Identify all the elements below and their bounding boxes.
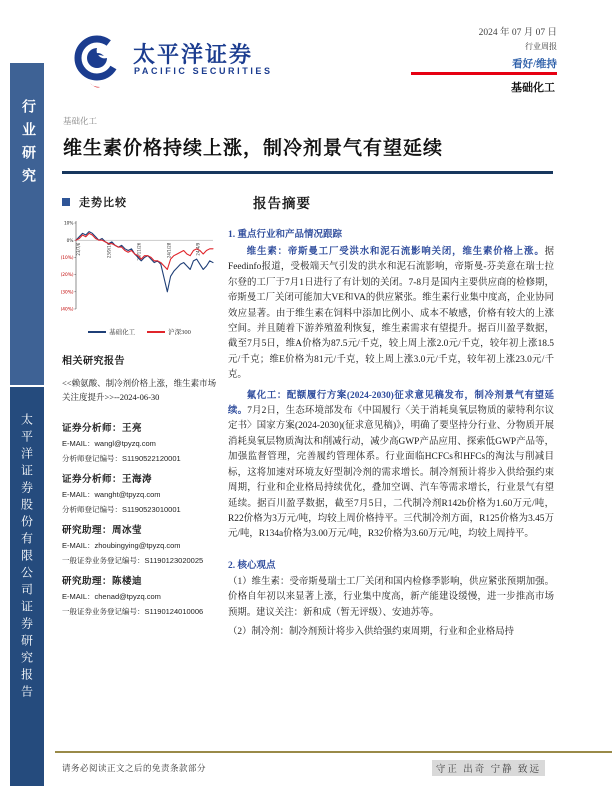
analyst-name: 研究助理：陈楼迪 — [62, 577, 143, 587]
paragraph-fluorine-lead: 氟化工：配额履行方案(2024-2030)征求意见稿发布，制冷剂景气有望延续。 — [228, 390, 554, 417]
analyst-name: 证券分析师：王亮 — [62, 424, 143, 434]
svg-text:24/1/28: 24/1/28 — [166, 242, 172, 259]
paragraph-fluorine-body: 7月2日，生态环境部发布《中国履行〈关于消耗臭氧层物质的蒙特利尔议定书〉国家方案(2024-2030)(征求意见稿)》，明确了要坚持分行业、分物质开展消耗臭氧层物质淘汰和削减行动，减少高GWP产品应用、探索低GWP产品等，加强监督管理，完善履约管理体系。行业面临HCFCs和HFCs的淘汰与削减目标，这将加速对环境友好型制冷剂的需求增长。制冷剂预计将步入供给强约束周期，行业和企业格局持续优化，叠加空调、汽车等需求增长，行业景气有望延续。据百川盈孚数据，截至7月5日，二代制冷剂R142b价格为1.60万元/吨，R22价格为3万元/吨，均较上周价格持平。三代制冷剂方面，R125价格为3.45万元/吨，R134a价格为3.00万元/吨，R32价格为3.60万元/吨，均较上周持平。 — [228, 406, 554, 540]
sidebar-top-label: 行业研究 — [20, 99, 35, 191]
pacific-securities-logo-icon — [64, 26, 128, 90]
svg-text:23/11/26: 23/11/26 — [136, 242, 142, 261]
trend-chart — [58, 218, 216, 320]
core-view-point-2: （2）制冷剂：制冷剂预计将步入供给强约束周期，行业和企业格局持 — [228, 626, 514, 637]
legend-swatch-industry — [88, 331, 106, 333]
footer-divider — [55, 751, 612, 753]
analyst-email: E-MAIL：wangl@tpyzq.com — [62, 439, 156, 448]
svg-text:23/7/6: 23/7/6 — [76, 242, 82, 256]
analyst-email: E-MAIL：wanght@tpyzq.com — [62, 490, 161, 499]
report-type: 行业周报 — [525, 42, 557, 51]
paragraph-vitamins-body: 据Feedinfo报道，受极端天气引发的洪水和泥石流影响，帝斯曼-芬美意在瑞士拉尔登的工厂于7月1日进行了有计划的关闭。7-8月是国内主要供应商的检修期，帝斯曼工厂关闭可能加大VE和VA的供应紧张。维生素行业集中度高，企业协同效应显著。由于维生素在饲料中添加比例小、成本不敏感，价格有较大的上涨空间。并且随着下游养殖盈利恢复，维生素需求有望提升。据百川盈孚数据，截至7月5日，维A价格为87.5元/千克，较上周上涨2.0元/千克，较年初上涨18.5元/千克；维E价格为81元/千克，较上周上涨3.0元/千克，较年初上涨23.0元/千克。 — [228, 247, 554, 381]
report-date: 2024 年 07 月 07 日 — [478, 28, 557, 38]
summary-heading: 报告摘要 — [253, 196, 311, 211]
section-2-title: 2. 核心观点 — [228, 560, 276, 571]
report-summary-column — [228, 192, 554, 640]
analyst-block — [62, 522, 217, 566]
footer-motto: 守正 出奇 宁静 致远 — [432, 760, 545, 776]
sidebar-bottom-label: 太平洋证券股份有限公司证券研究报告 — [19, 413, 34, 702]
analyst-name: 证券分析师：王海涛 — [62, 475, 153, 485]
title-divider — [62, 171, 553, 174]
sidebar-industry-research — [10, 63, 44, 385]
industry-rating: 看好/维持 — [512, 59, 557, 70]
legend-swatch-index — [147, 331, 165, 333]
section-1-title: 1. 重点行业和产品情况跟踪 — [228, 230, 343, 240]
paragraph-vitamins-lead: 维生素：帝斯曼工厂受洪水和泥石流影响关闭，维生素价格上涨。 — [246, 247, 545, 257]
analyst-block — [62, 420, 217, 464]
analyst-block — [62, 573, 217, 617]
analyst-block — [62, 471, 217, 515]
legend-label-index: 沪深300 — [168, 329, 191, 336]
svg-text:23/9/16: 23/9/16 — [106, 242, 112, 259]
sidebar-company-strip — [10, 387, 44, 786]
analyst-list — [62, 420, 217, 617]
square-bullet-icon — [62, 198, 70, 206]
analyst-email: E-MAIL：chenad@tpyzq.com — [62, 592, 161, 601]
paragraph-fluorine — [228, 389, 554, 543]
svg-text:0%: 0% — [66, 238, 74, 244]
svg-text:10%: 10% — [63, 221, 74, 227]
analyst-registration: 一般证券业务登记编号：S1190124010006 — [62, 607, 204, 616]
footer-disclaimer: 请务必阅读正文之后的免责条款部分 — [62, 763, 207, 773]
svg-text:(20%): (20%) — [60, 273, 74, 279]
legend-item — [88, 327, 135, 336]
industry-name: 基础化工 — [511, 82, 555, 94]
analyst-registration: 分析师登记编号：S1190522120001 — [62, 454, 181, 463]
brand-name-cn: 太平洋证券 — [133, 42, 254, 67]
brand-name-en: PACIFIC SECURITIES — [134, 66, 273, 76]
trend-section-title: 走势比较 — [79, 197, 127, 209]
legend-item — [147, 327, 191, 336]
related-report-item: <<赖氨酸、制冷剂价格上涨，维生素市场关注度提升>>--2024-06-30 — [62, 378, 217, 402]
page-title: 维生素价格持续上涨，制冷剂景气有望延续 — [63, 138, 444, 159]
paragraph-vitamins — [228, 245, 554, 384]
left-info-column — [62, 194, 217, 617]
analyst-registration: 分析师登记编号：S1190523010001 — [62, 505, 181, 514]
legend-label-industry: 基础化工 — [109, 329, 136, 336]
rating-divider — [411, 72, 557, 75]
analyst-email: E-MAIL：zhoubingying@tpyzq.com — [62, 541, 181, 550]
related-reports-title: 相关研究报告 — [62, 356, 125, 367]
svg-text:24/4/9: 24/4/9 — [195, 242, 201, 256]
analyst-name: 研究助理：周冰莹 — [62, 526, 143, 536]
analyst-registration: 一般证券业务登记编号：S1190123020025 — [62, 556, 204, 565]
category-label: 基础化工 — [63, 116, 98, 126]
svg-text:(40%): (40%) — [60, 307, 74, 313]
chart-legend — [62, 327, 217, 336]
svg-text:(30%): (30%) — [60, 290, 74, 296]
svg-text:(10%): (10%) — [60, 256, 74, 261]
core-view-point-1: （1）维生素：受帝斯曼瑞士工厂关闭和国内检修季影响，供应紧张预期加强。价格自年初以来显著上涨，行业集中度高，新产能建设缓慢，进一步推高市场预期。建议关注：新和成（暂无评级）、安迪苏等。 — [228, 576, 554, 618]
